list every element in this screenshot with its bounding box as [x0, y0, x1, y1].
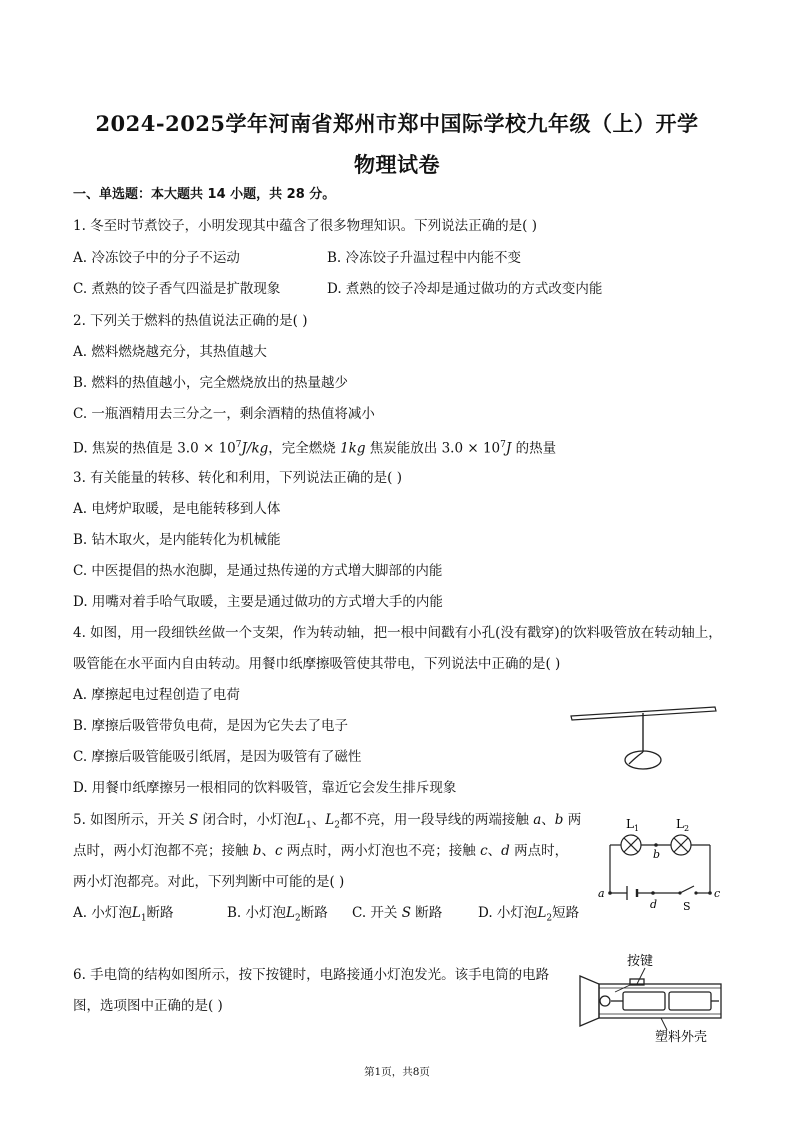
label-c: c: [714, 887, 721, 900]
switch-contact: [694, 891, 697, 894]
label-l2: $L_2$: [676, 817, 690, 833]
exam-title-line2: 物理试卷: [354, 152, 440, 177]
label-s: S: [683, 900, 691, 913]
q5-stem-line2: 点时，两小灯泡都不亮；接触 b、c 两点时，两小灯泡也不亮；接触 c、d 两点时，: [73, 843, 569, 859]
q1-option-d: D. 煮熟的饺子冷却是通过做功的方式改变内能: [327, 281, 603, 297]
label-a: a: [598, 887, 605, 900]
q3-stem: 3. 有关能量的转移、转化和利用，下列说法正确的是( ): [73, 470, 402, 486]
switch-blade: [680, 886, 694, 893]
q2-stem: 2. 下列关于燃料的热值说法正确的是( ): [73, 313, 308, 329]
q5-stem-line1: 5. 如图所示，开关 S 闭合时，小灯泡$L_1$、$L_2$都不亮，用一段导线的两端接触 a、b 两: [73, 812, 582, 831]
node-a: [608, 891, 612, 895]
q5-option-a: A. 小灯泡$L_1$断路: [73, 905, 174, 924]
q4-stem-line1: 4. 如图，用一段细铁丝做一个支架，作为转动轴，把一根中间戳有小孔(没有戳穿)的饮料吸管放在转动轴上，: [73, 625, 722, 641]
straw-stand-figure: [565, 700, 725, 780]
q5-stem-line3: 两小灯泡都亮。对此，下列判断中可能的是( ): [73, 874, 345, 890]
q5-option-d: D. 小灯泡$L_2$短路: [478, 905, 580, 924]
q4-option-a: A. 摩擦起电过程创造了电荷: [73, 687, 240, 703]
flashlight-head: [580, 976, 599, 1026]
q2-option-d: D. 焦炭的热值是 $3.0 \times 10^7J/kg$，完全燃烧 1kg 焦炭能放出 $3.0 \times 10^7J$ 的热量: [73, 440, 557, 457]
q3-option-c: C. 中医提倡的热水泡脚，是通过热传递的方式增大脚部的内能: [73, 563, 443, 579]
node-d: [651, 891, 655, 895]
bulb-icon: [600, 996, 610, 1006]
q5-option-b: B. 小灯泡$L_2$断路: [227, 905, 328, 924]
q6-stem-line2: 图，选项图中正确的是( ): [73, 998, 223, 1014]
q1-stem: 1. 冬至时节煮饺子，小明发现其中蕴含了很多物理知识。下列说法正确的是( ): [73, 218, 537, 234]
q1-option-b: B. 冷冻饺子升温过程中内能不变: [327, 250, 522, 266]
q2-option-c: C. 一瓶酒精用去三分之一，剩余酒精的热值将减小: [73, 406, 375, 422]
q6-stem-line1: 6. 手电筒的结构如图所示，按下按键时，电路接通小灯泡发光。该手电筒的电路: [73, 967, 550, 983]
q4-option-c: C. 摩擦后吸管能吸引纸屑，是因为吸管有了磁性: [73, 749, 362, 765]
q2-option-b: B. 燃料的热值越小，完全燃烧放出的热量越少: [73, 375, 349, 391]
section-heading: 一、单选题：本大题共 14 小题，共 28 分。: [73, 187, 336, 202]
node-c: [708, 891, 712, 895]
contact-strip: [615, 985, 630, 992]
label-key: 按键: [627, 954, 654, 969]
flashlight-figure: [575, 948, 735, 1043]
q4-option-b: B. 摩擦后吸管带负电荷，是因为它失去了电子: [73, 718, 349, 734]
q1-option-c: C. 煮熟的饺子香气四溢是扩散现象: [73, 281, 281, 297]
wire-base: [625, 751, 661, 769]
label-l1: $L_1$: [626, 817, 640, 833]
battery-1: [623, 992, 665, 1010]
node-b: [654, 843, 658, 847]
exam-title-line1: 2024-2025学年河南省郑州市郑中国际学校九年级（上）开学: [95, 111, 699, 136]
shell-pointer: [661, 1018, 667, 1030]
label-shell: 塑料外壳: [655, 1030, 708, 1043]
circuit-figure: [595, 808, 725, 913]
q4-stem-line2: 吸管能在水平面内自由转动。用餐巾纸摩擦吸管使其带电，下列说法中正确的是( ): [73, 656, 561, 672]
label-b: b: [653, 848, 661, 861]
q3-option-a: A. 电烤炉取暖，是电能转移到人体: [73, 501, 281, 517]
battery-2: [669, 992, 711, 1010]
switch-pivot: [678, 891, 681, 894]
label-d: d: [650, 898, 658, 911]
q3-option-b: B. 钻木取火，是内能转化为机械能: [73, 532, 281, 548]
q5-option-c: C. 开关 S 断路: [352, 905, 443, 921]
q4-option-d: D. 用餐巾纸摩擦另一根相同的饮料吸管，靠近它会发生排斥现象: [73, 780, 457, 796]
q2-option-a: A. 燃料燃烧越充分，其热值越大: [73, 344, 267, 360]
page-footer: 第1页，共8页: [364, 1066, 430, 1078]
q3-option-d: D. 用嘴对着手哈气取暖，主要是通过做功的方式增大手的内能: [73, 594, 443, 610]
q1-option-a: A. 冷冻饺子中的分子不运动: [73, 250, 240, 266]
